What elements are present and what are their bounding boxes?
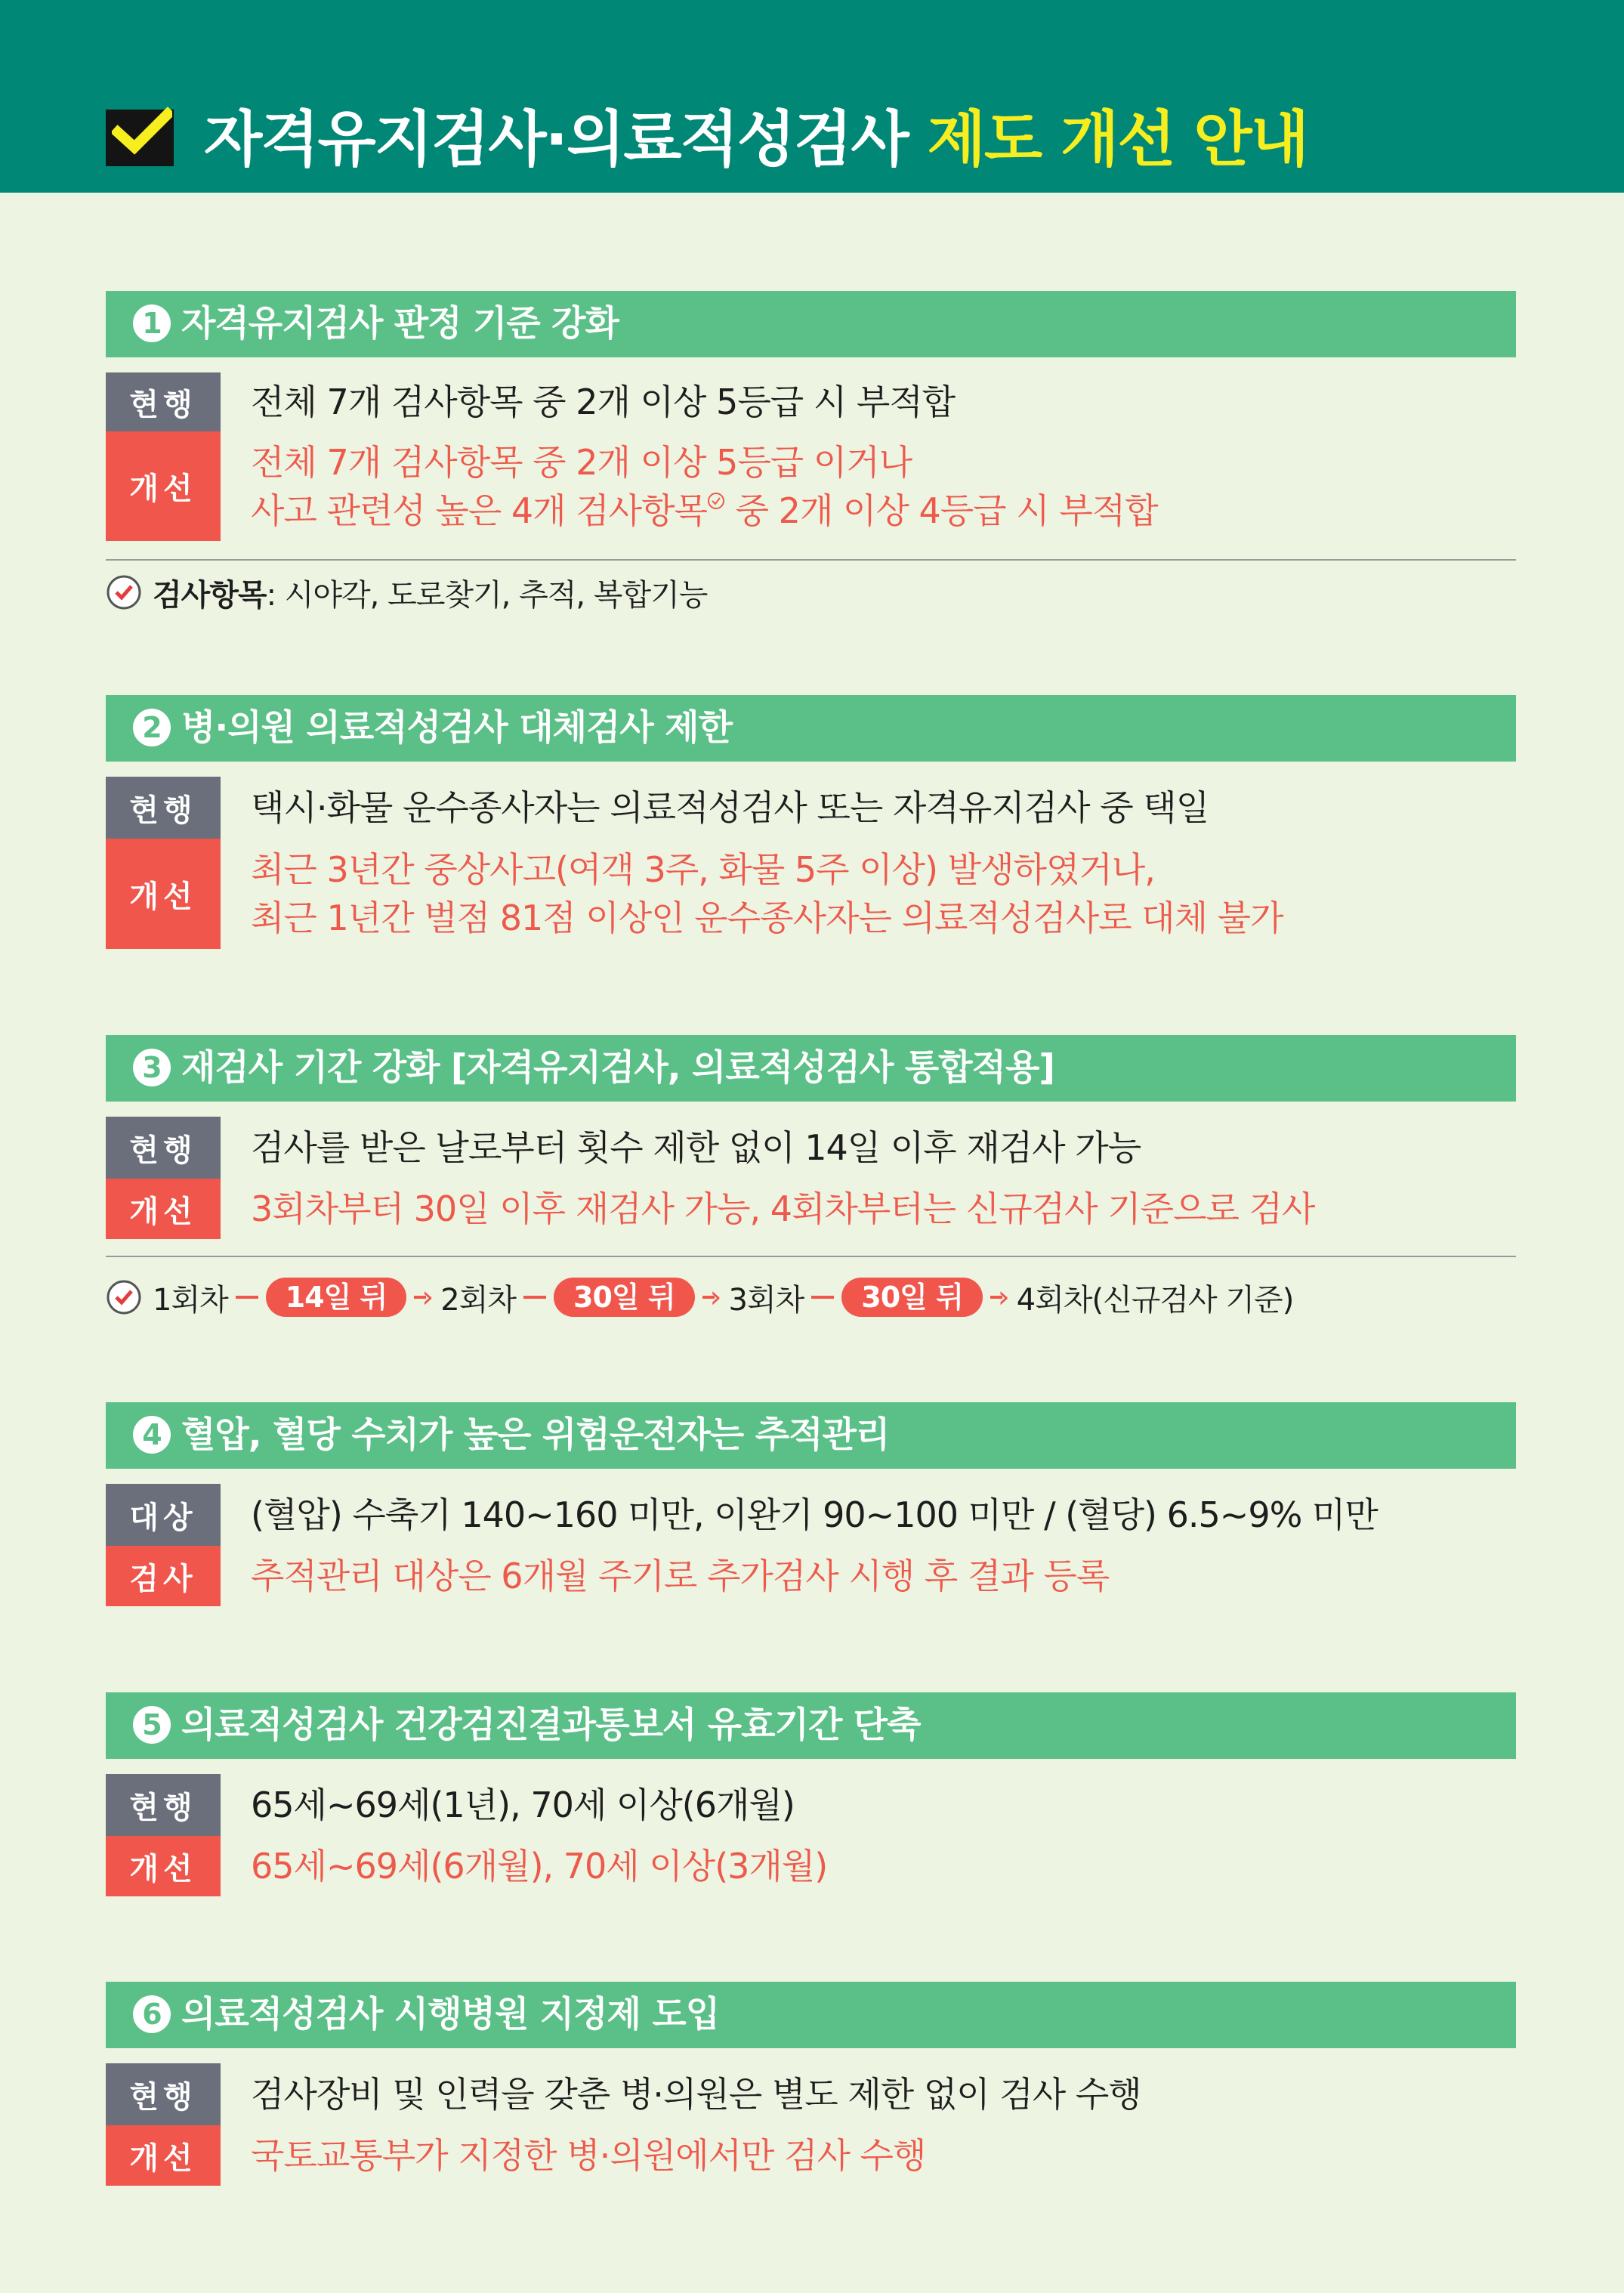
check-circle-icon xyxy=(707,492,725,510)
tag-test: 검사 xyxy=(106,1546,221,1606)
arrow-icon xyxy=(236,1296,258,1299)
divider xyxy=(106,1256,1516,1257)
flow-step: 3회차 xyxy=(728,1282,804,1318)
row-text: 택시·화물 운수종사자는 의료적성검사 또는 자격유지검사 중 택일 xyxy=(251,787,1209,828)
flow-step: 4회차 xyxy=(1016,1282,1092,1318)
section-6-row-improved xyxy=(106,2125,1516,2186)
arrow-icon: › xyxy=(414,1282,433,1312)
tag-improved: 개선 xyxy=(106,1179,221,1239)
section-6-header xyxy=(106,1982,1516,2048)
flow-step: 2회차 xyxy=(440,1282,516,1318)
tag-current: 현행 xyxy=(106,372,221,431)
flow-gap-pill: 14일 뒤 xyxy=(266,1278,407,1317)
section-4-row-test xyxy=(106,1546,1516,1606)
flow-gap-pill: 30일 뒤 xyxy=(554,1278,695,1317)
check-circle-icon xyxy=(106,1279,142,1315)
flow-gap-pill: 30일 뒤 xyxy=(841,1278,983,1317)
section-title: 병·의원 의료적성검사 대체검사 제한 xyxy=(181,707,732,749)
row-text: 65세~69세(1년), 70세 이상(6개월) xyxy=(251,1785,795,1825)
section-title: 자격유지검사 판정 기준 강화 xyxy=(181,303,619,345)
tag-current: 현행 xyxy=(106,1774,221,1836)
row-text: (혈압) 수축기 140~160 미만, 이완기 90~100 미만 / (혈당) 6.5~9% 미만 xyxy=(251,1494,1378,1535)
tag-improved: 개선 xyxy=(106,1836,221,1896)
tag-improved: 개선 xyxy=(106,2125,221,2186)
row-text: 검사장비 및 인력을 갖춘 병·의원은 별도 제한 없이 검사 수행 xyxy=(251,2074,1141,2115)
note-text: : 시야각, 도로찾기, 추적, 복합기능 xyxy=(266,577,708,613)
section-4-row-target xyxy=(106,1484,1516,1546)
tag-current: 현행 xyxy=(106,777,221,839)
arrow-icon xyxy=(811,1296,834,1299)
checkbox-icon xyxy=(106,110,174,166)
tag-current: 현행 xyxy=(106,2063,221,2125)
tag-current: 현행 xyxy=(106,1117,221,1179)
section-1-row-current xyxy=(106,372,1516,431)
section-5-header xyxy=(106,1692,1516,1759)
row-text: 전체 7개 검사항목 중 2개 이상 5등급 이거나 xyxy=(251,441,912,483)
section-2-row-current xyxy=(106,777,1516,839)
header-banner xyxy=(0,0,1624,193)
section-number-badge: 2 xyxy=(133,709,171,746)
section-title: 재검사 기간 강화 [자격유지검사, 의료적성검사 통합적용] xyxy=(181,1047,1054,1089)
row-text: 65세~69세(6개월), 70세 이상(3개월) xyxy=(251,1846,828,1887)
section-number-badge: 5 xyxy=(133,1706,171,1744)
row-text: 전체 7개 검사항목 중 2개 이상 5등급 시 부적합 xyxy=(251,382,956,422)
tag-improved: 개선 xyxy=(106,839,221,949)
section-1-header xyxy=(106,291,1516,357)
flow-step-note: (신규검사 기준) xyxy=(1091,1282,1294,1318)
section-4-header xyxy=(106,1402,1516,1469)
flow-step: 1회차 xyxy=(153,1282,228,1318)
section-title: 의료적성검사 건강검진결과통보서 유효기간 단축 xyxy=(181,1704,921,1746)
tag-target: 대상 xyxy=(106,1484,221,1546)
section-2-header xyxy=(106,695,1516,762)
note-label: 검사항목 xyxy=(153,577,267,613)
divider xyxy=(106,559,1516,561)
section-3-header xyxy=(106,1035,1516,1102)
section-1-row-improved xyxy=(106,431,1516,541)
check-circle-icon xyxy=(106,574,142,610)
row-text: 3회차부터 30일 이후 재검사 가능, 4회차부터는 신규검사 기준으로 검사 xyxy=(251,1188,1315,1229)
section-1-note xyxy=(106,571,707,613)
page-title xyxy=(204,91,1308,178)
section-2-row-improved xyxy=(106,839,1516,949)
row-text: 국토교통부가 지정한 병·의원에서만 검사 수행 xyxy=(251,2135,926,2176)
row-text: 최근 1년간 벌점 81점 이상인 운수종사자는 의료적성검사로 대체 불가 xyxy=(251,898,1283,938)
title-highlight: 제도 개선 안내 xyxy=(927,104,1308,175)
section-3-row-improved xyxy=(106,1179,1516,1239)
section-number-badge: 4 xyxy=(133,1416,171,1454)
row-text: 최근 3년간 중상사고(여객 3주, 화물 5주 이상) 발생하였거나, xyxy=(251,849,1155,890)
section-title: 혈압, 혈당 수치가 높은 위험운전자는 추적관리 xyxy=(181,1414,890,1456)
row-text: 검사를 받은 날로부터 횟수 제한 없이 14일 이후 재검사 가능 xyxy=(251,1127,1141,1168)
title-main: 자격유지검사·의료적성검사 xyxy=(204,104,908,175)
row-text: 추적관리 대상은 6개월 주기로 추가검사 시행 후 결과 등록 xyxy=(251,1556,1110,1596)
section-3-row-current xyxy=(106,1117,1516,1179)
arrow-icon: › xyxy=(702,1282,721,1312)
section-5-row-improved xyxy=(106,1836,1516,1896)
section-number-badge: 3 xyxy=(133,1049,171,1086)
section-5-row-current xyxy=(106,1774,1516,1836)
tag-improved: 개선 xyxy=(106,431,221,541)
section-6-row-current xyxy=(106,2063,1516,2125)
retest-flow xyxy=(106,1275,1293,1319)
section-title: 의료적성검사 시행병원 지정제 도입 xyxy=(181,1994,720,2035)
arrow-icon: › xyxy=(990,1282,1009,1312)
section-number-badge: 6 xyxy=(133,1995,171,2033)
section-number-badge: 1 xyxy=(133,304,171,342)
arrow-icon xyxy=(523,1296,546,1299)
row-text-with-mark: 사고 관련성 높은 4개 검사항목 중 2개 이상 4등급 시 부적합 xyxy=(251,490,1158,531)
